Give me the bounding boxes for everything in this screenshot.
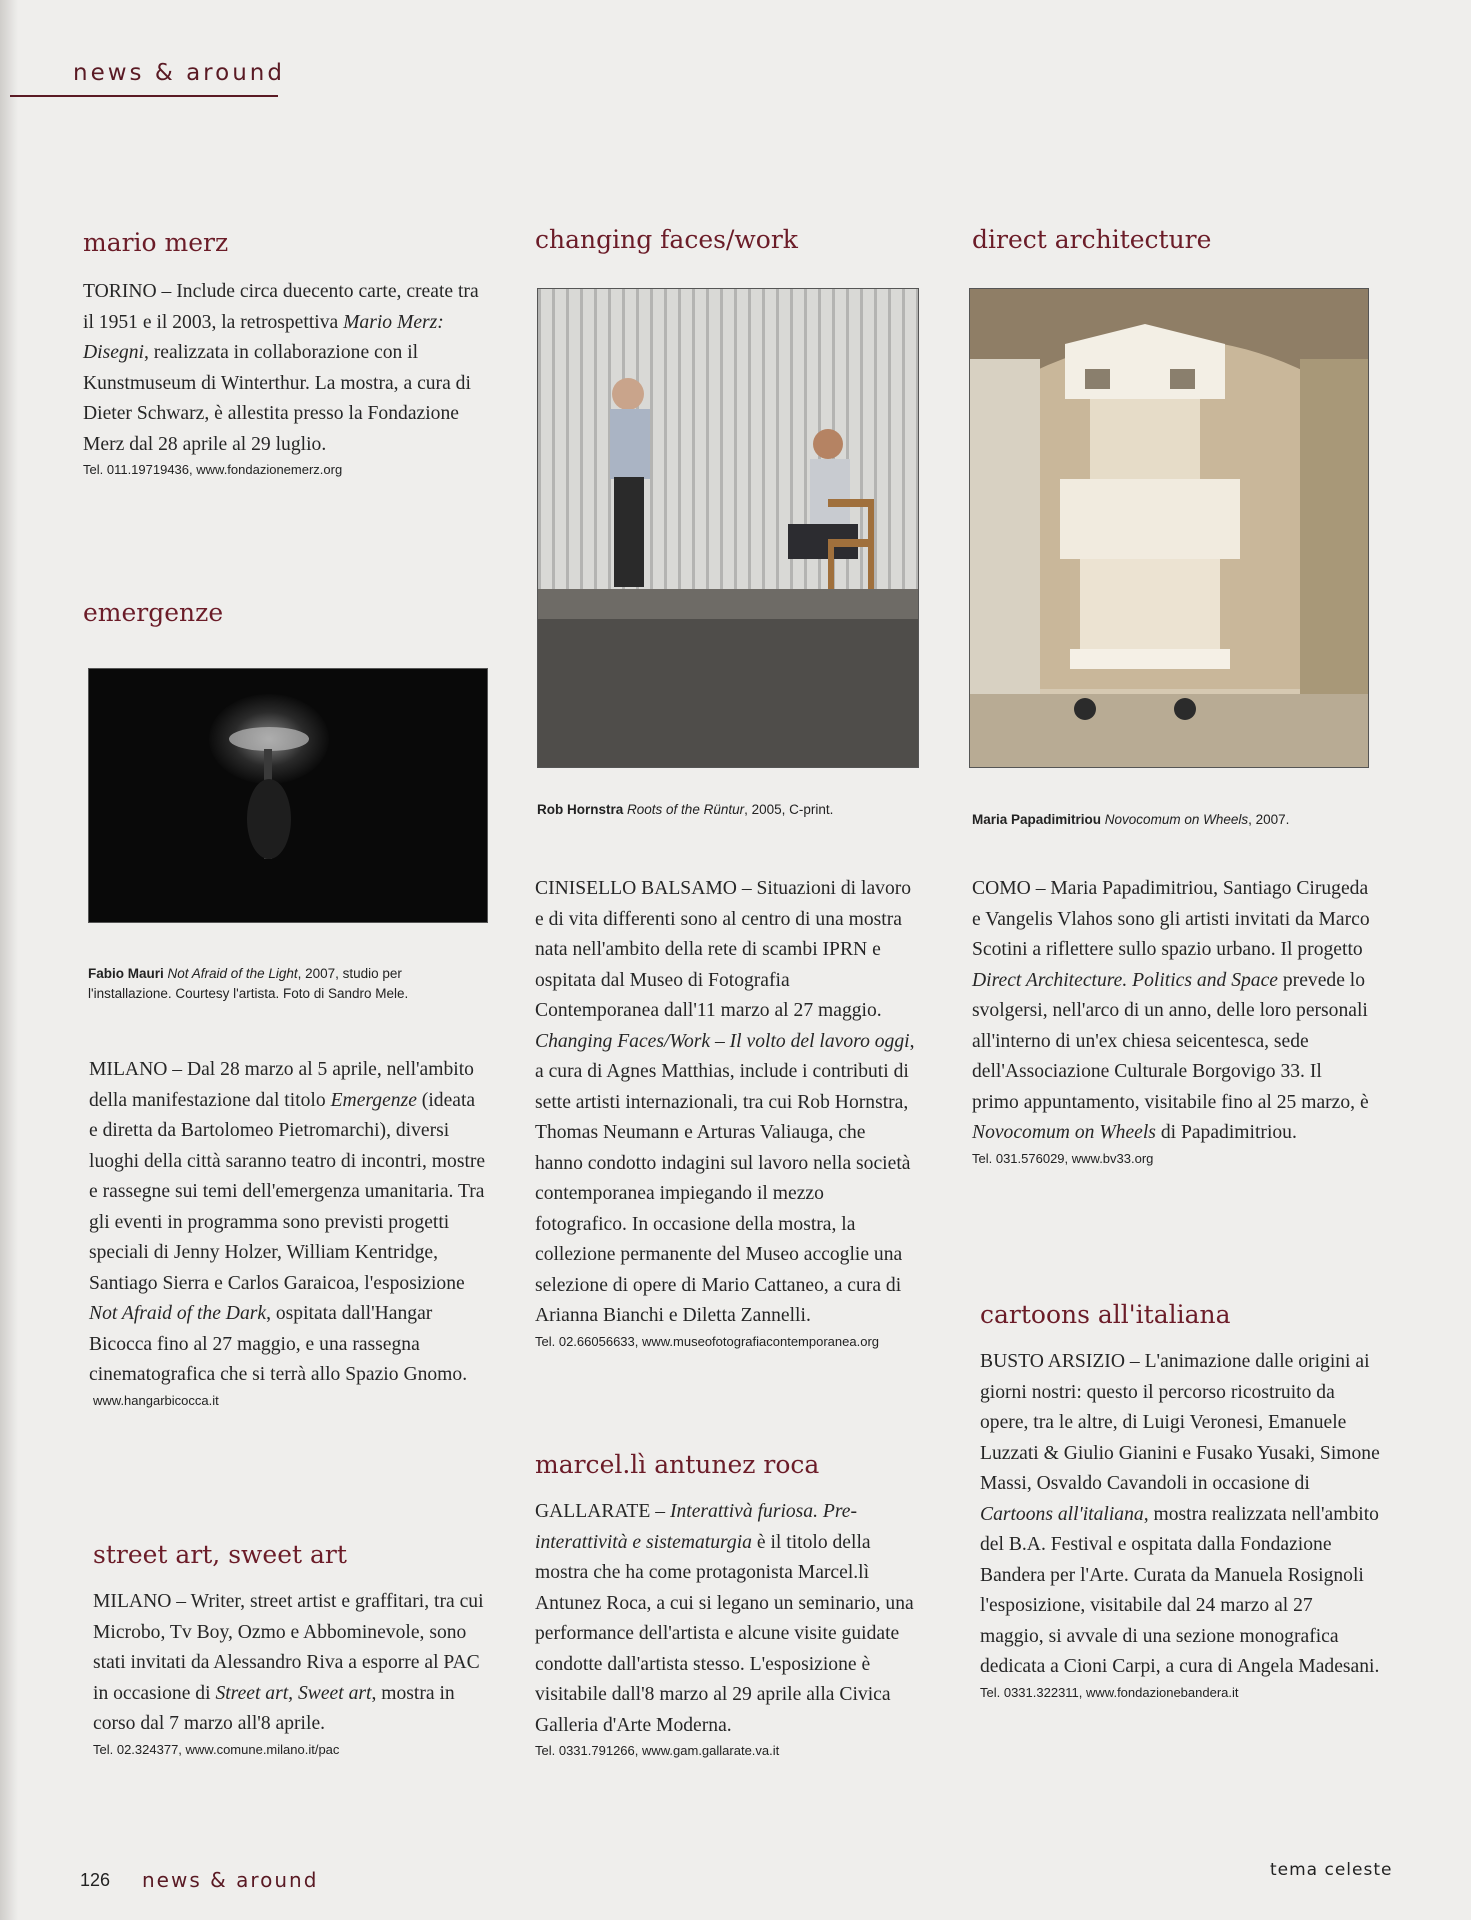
article-body: TORINO – Include circa duecento carte, create tra il 1951 e il 2003, la retrospettiva Mario Merz: Disegni, realizzata in collaborazione con il Kunstmuseum di Winterthur. La mostra, a cura di Dieter Schwarz, è allestita presso la Fondazione Merz dal 28 aprile al 29 luglio.: [83, 281, 479, 455]
article-body: GALLARATE – Interattivà furiosa. Pre-interattività e sistematurgia è il titolo della mostra che ha come protagonista Marcel.lì Antunez Roca, a cui si legano un seminario, una performance dell'artista e alcune visite guidate condotte dall'artista stesso. L'esposizione è visitabile dall'8 marzo al 29 aprile alla Civica Galleria d'Arte Moderna.: [535, 1501, 914, 1736]
photo-image: [970, 289, 1368, 767]
article-mario-merz: [83, 228, 488, 477]
photo-caption: Fabio Mauri Not Afraid of the Light, 2007, studio per l'installazione. Courtesy l'artista. Foto di Sandro Mele.: [88, 966, 409, 1001]
article-body: MILANO – Writer, street artist e graffitari, tra cui Microbo, Tv Boy, Ozmo e Abbominevole, sono stati invitati da Alessandro Riva a esporre al PAC in occasione di Street art, Sweet art, mostra in corso dal 7 marzo all'8 aprile.: [93, 1591, 484, 1734]
article-contact: www.hangarbicocca.it: [93, 1392, 219, 1408]
photo-roots-of-the-runtur: [537, 288, 919, 768]
page-number: 126: [80, 1870, 111, 1890]
article-contact: Tel. 0331.322311, www.fondazionebandera.it: [980, 1684, 1239, 1700]
article-title: mario merz: [83, 228, 229, 257]
photo-not-afraid-of-the-light: [88, 668, 488, 923]
header-section-label: news & around: [73, 60, 285, 86]
article-contact: Tel. 02.324377, www.comune.milano.it/pac: [93, 1741, 340, 1757]
photo-novocomum-on-wheels: [969, 288, 1369, 768]
article-title: marcel.lì antunez roca: [535, 1450, 820, 1479]
article-body: MILANO – Dal 28 marzo al 5 aprile, nell'ambito della manifestazione dal titolo Emergenze (ideata e diretta da Bartolomeo Pietromarchi), diversi luoghi della città saranno teatro di incontri, mostre e rassegne sui temi dell'emergenza umanitaria. Tra gli eventi in programma sono previsti progetti speciali di Jenny Holzer, William Kentridge, Santiago Sierra e Carlos Garaicoa, l'esposizione Not Afraid of the Dark, ospitata dall'Hangar Bicocca fino al 27 maggio, e una rassegna cinematografica che si terrà allo Spazio Gnomo.: [89, 1059, 486, 1385]
article-title: emergenze: [83, 598, 224, 627]
article-emergenze: [83, 1055, 488, 1408]
article-street-art: [83, 1540, 498, 1757]
article-contact: Tel. 031.576029, www.bv33.org: [972, 1150, 1154, 1166]
article-title: cartoons all'italiana: [980, 1300, 1231, 1329]
footer-section-label: news & around: [142, 1868, 319, 1892]
photo-image: [89, 669, 487, 922]
magazine-name: tema celeste: [1270, 1860, 1393, 1880]
page-edge-shadow: [0, 0, 18, 1920]
article-marcelli: [535, 1450, 915, 1758]
article-contact: Tel. 02.66056633, www.museofotografiacontemporanea.org: [535, 1333, 879, 1349]
article-changing-faces: [535, 874, 915, 1349]
photo-image: [538, 289, 918, 767]
header-rule: [10, 95, 278, 97]
article-contact: Tel. 011.19719436, www.fondazionemerz.org: [83, 462, 343, 477]
article-cartoons: [972, 1300, 1380, 1700]
article-body: BUSTO ARSIZIO – L'animazione dalle origini ai giorni nostri: questo il percorso ricostruito da opere, tra le altre, di Luigi Veronesi, Emanuele Luzzati & Giulio Gianini e Fusako Yusaki, Simone Massi, Osvaldo Cavandoli in occasione di Cartoons all'italiana, mostra realizzata nell'ambito del B.A. Festival e ospitata dalla Fondazione Bandera per l'Arte. Curata da Manuela Rosignoli l'esposizione, visitabile dal 24 marzo al 27 maggio, si avvale di una sezione monografica dedicata a Cioni Carpi, a cura di Angela Madesani.: [980, 1351, 1380, 1677]
article-contact: Tel. 0331.791266, www.gam.gallarate.va.it: [535, 1743, 780, 1758]
article-direct-architecture: [972, 874, 1372, 1166]
article-title: changing faces/work: [535, 225, 798, 254]
article-title: street art, sweet art: [93, 1540, 347, 1569]
photo-caption: Rob Hornstra Roots of the Rüntur, 2005, C-print.: [537, 802, 834, 817]
article-body: CINISELLO BALSAMO – Situazioni di lavoro e di vita differenti sono al centro di una mostra nata nell'ambito della rete di scambi IPRN e ospitata dal Museo di Fotografia Contemporanea dall'11 marzo al 27 maggio. Changing Faces/Work – Il volto del lavoro oggi, a cura di Agnes Matthias, include i contributi di sette artisti internazionali, tra cui Rob Hornstra, Thomas Neumann e Arturas Valiauga, che hanno condotto indagini sul lavoro nella società contemporanea impiegando il mezzo fotografico. In occasione della mostra, la collezione permanente del Museo accoglie una selezione di opere di Mario Cattaneo, a cura di Arianna Bianchi e Diletta Zannelli.: [535, 878, 915, 1326]
article-direct-architecture-title-block: [972, 225, 1372, 254]
article-title: direct architecture: [972, 225, 1212, 254]
photo-caption: Maria Papadimitriou Novocomum on Wheels, 2007.: [972, 812, 1290, 827]
article-body: COMO – Maria Papadimitriou, Santiago Cirugeda e Vangelis Vlahos sono gli artisti invitati da Marco Scotini a riflettere sullo spazio urbano. Il progetto Direct Architecture. Politics and Space prevede lo svolgersi, nell'arco di un anno, delle loro personali all'interno di un'ex chiesa seicentesca, sede dell'Associazione Culturale Borgovigo 33. Il primo appuntamento, visitabile fino al 25 marzo, è Novocomum on Wheels di Papadimitriou.: [972, 878, 1370, 1143]
article-emergenze-title-block: [83, 598, 488, 627]
article-changing-faces-title-block: [535, 225, 925, 254]
